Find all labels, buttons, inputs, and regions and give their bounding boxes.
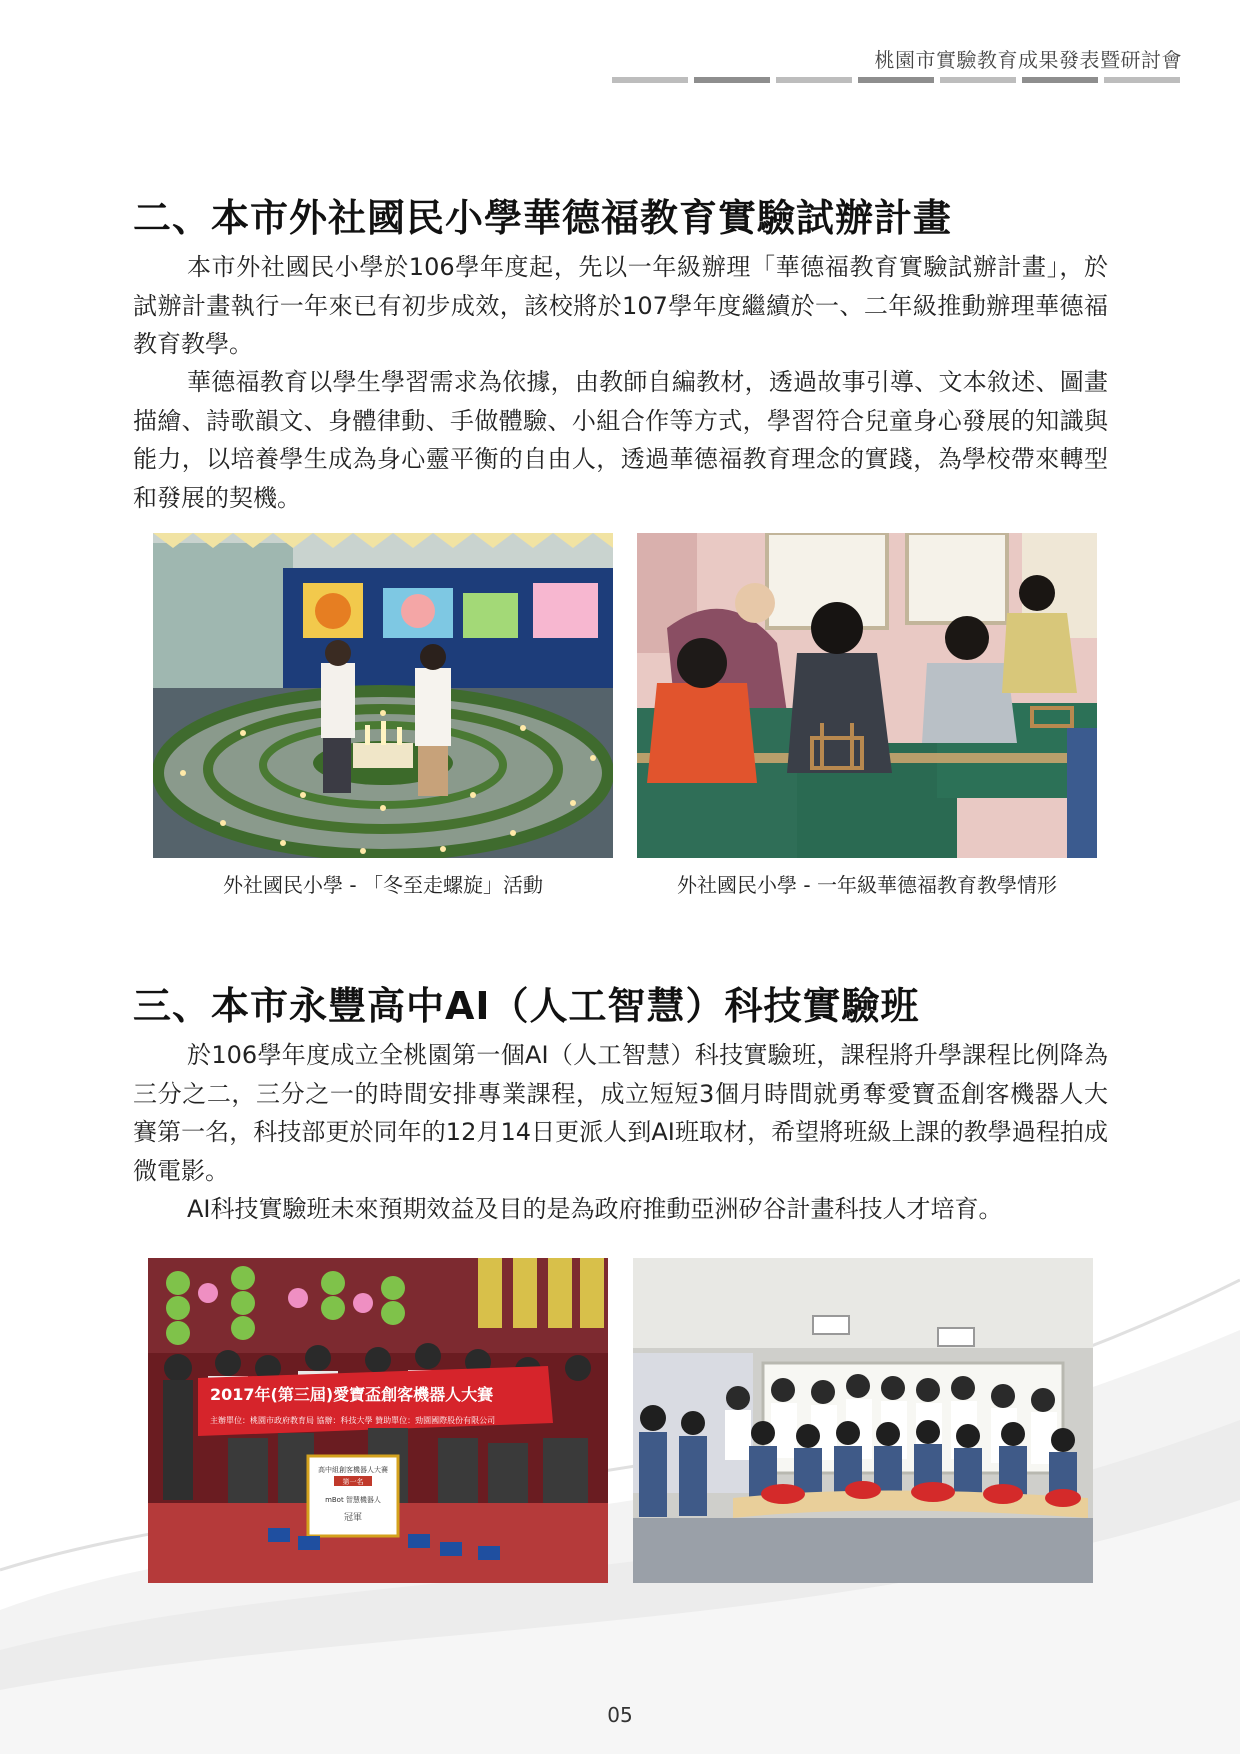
banner-subtitle-text: 主辦單位：桃園市政府教育局 協辦：科技大學 贊助單位：勁園國際股份有限公司	[210, 1416, 496, 1425]
section-3-paragraph-1: 於106學年度成立全桃園第一個AI（人工智慧）科技實驗班，課程將升學課程比例降為三分之二，三分之一的時間安排專業課程，成立短短3個月時間就勇奪愛寶盃創客機器人大賽第一名，科技部更於同年的12月14日更派人到AI班取材，希望將班級上課的教學過程拍成微電影。	[133, 1041, 1108, 1185]
section-2-paragraph-2: 華德福教育以學生學習需求為依據，由教師自編教材，透過故事引導、文本敘述、圖畫描繪、詩歌韻文、身體律動、手做體驗、小組合作等方式，學習符合兒童身心發展的知識與能力，以培養學生成為身心靈平衡的自由人，透過華德福教育理念的實踐，為學校帶來轉型和發展的契機。	[133, 368, 1108, 512]
section-2-title: 二、本市外社國民小學華德福教育實驗試辦計畫	[133, 196, 953, 240]
caption-photo-2: 外社國民小學 - 一年級華德福教育教學情形	[677, 873, 1057, 897]
banner-title-text: 2017年(第三屆)愛寶盃創客機器人大賽	[210, 1385, 494, 1404]
award-board-line-3: mBot 智慧機器人	[325, 1496, 381, 1504]
section-2-paragraph-1: 本市外社國民小學於106學年度起，先以一年級辦理「華德福教育實驗試辦計畫」，於試辦計畫執行一年來已有初步成效，該校將於107學年度繼續於一、二年級推動辦理華德福教育教學。	[133, 253, 1108, 358]
award-board-line-4: 冠軍	[343, 1513, 363, 1523]
section-3-paragraph-2: AI科技實驗班未來預期效益及目的是為政府推動亞洲矽谷計畫科技人才培育。	[187, 1195, 1003, 1223]
photo-winter-solstice-spiral	[153, 533, 613, 858]
photo-waldorf-classroom	[637, 533, 1097, 858]
photo-ai-class-group	[633, 1258, 1093, 1583]
award-board-line-2: 第一名	[342, 1478, 364, 1486]
photo-robot-competition-team	[148, 1258, 608, 1583]
section-3-title: 三、本市永豐高中AI（人工智慧）科技實驗班	[133, 984, 920, 1028]
page-number: 05	[607, 1703, 633, 1727]
header-title: 桃園市實驗教育成果發表暨研討會	[874, 48, 1182, 72]
caption-photo-1: 外社國民小學 - 「冬至走螺旋」活動	[223, 873, 543, 897]
award-board-line-1: 高中組創客機器人大賽	[318, 1466, 388, 1474]
header-decoration-bars	[612, 77, 1180, 83]
